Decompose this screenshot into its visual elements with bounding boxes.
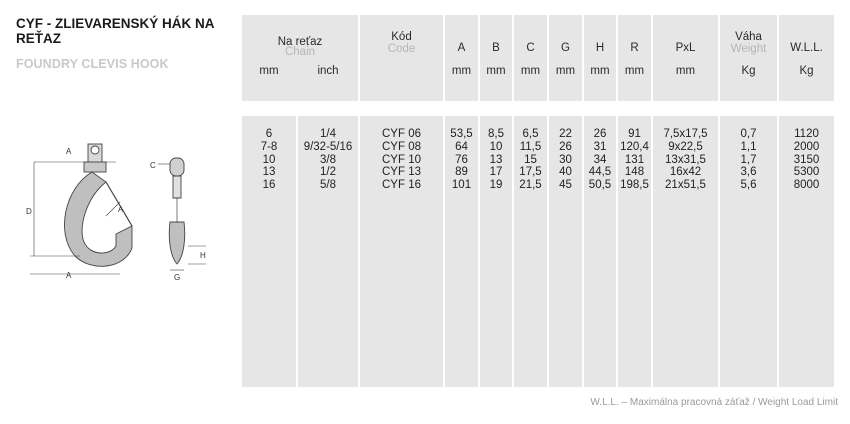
cell-h: 34 xyxy=(593,153,607,166)
header-separator xyxy=(242,101,834,116)
cell-inch: 9/32-5/16 xyxy=(303,140,353,153)
cell-g: 40 xyxy=(559,166,572,179)
cell-b: 10 xyxy=(489,140,503,153)
cell-r: 91 xyxy=(628,128,641,140)
cell-h: 50,5 xyxy=(588,179,612,192)
header-pxl: PxL xyxy=(675,42,696,54)
cell-c: 15 xyxy=(524,153,537,166)
cell-mm: 16 xyxy=(262,179,276,192)
cell-b: 13 xyxy=(489,153,503,166)
cell-h: 44,5 xyxy=(588,166,612,179)
cell-pxl: 9x22,5 xyxy=(668,140,703,153)
cell-wll: 2000 xyxy=(793,140,820,153)
unit-h: mm xyxy=(590,65,610,77)
unit-wll: Kg xyxy=(799,65,814,77)
header-code-sk: Kód xyxy=(391,31,412,43)
cell-r: 148 xyxy=(624,166,645,179)
header-g: G xyxy=(561,42,570,54)
header-a: A xyxy=(457,42,466,54)
hook-technical-drawing xyxy=(20,138,220,298)
header-weight-sk: Váha xyxy=(735,31,762,43)
cell-a: 89 xyxy=(455,166,468,179)
cell-pxl: 16x42 xyxy=(669,166,702,179)
header-b: B xyxy=(492,42,500,54)
cell-code: CYF 10 xyxy=(382,153,421,166)
header-code xyxy=(360,31,443,55)
dim-label-h: H xyxy=(200,251,206,260)
cell-c: 6,5 xyxy=(522,128,539,140)
cell-wll: 5300 xyxy=(793,166,820,179)
cell-inch: 1/2 xyxy=(320,166,336,179)
unit-b: mm xyxy=(486,65,506,77)
cell-c: 11,5 xyxy=(519,140,542,153)
page-subtitle: FOUNDRY CLEVIS HOOK xyxy=(16,57,169,71)
cell-a: 53,5 xyxy=(450,128,473,140)
unit-pxl: mm xyxy=(675,65,696,77)
cell-inch: 3/8 xyxy=(320,153,336,166)
header-c: C xyxy=(526,42,535,54)
cell-code: CYF 13 xyxy=(382,166,421,179)
cell-weight: 3,6 xyxy=(740,166,757,179)
spec-table xyxy=(242,15,834,387)
cell-mm: 13 xyxy=(262,166,276,179)
dim-label-d: D xyxy=(26,207,32,216)
dim-label-g: G xyxy=(174,273,181,282)
cell-weight: 5,6 xyxy=(740,179,757,192)
cell-g: 30 xyxy=(559,153,572,166)
cell-c: 21,5 xyxy=(519,179,542,192)
cell-mm: 6 xyxy=(265,128,273,140)
unit-a: mm xyxy=(451,65,472,77)
cell-a: 76 xyxy=(455,153,468,166)
cell-c: 17,5 xyxy=(519,166,542,179)
dim-label-c: C xyxy=(150,161,156,170)
cell-pxl: 21x51,5 xyxy=(665,179,706,192)
header-weight xyxy=(720,31,777,55)
cell-mm: 7-8 xyxy=(260,140,278,153)
cell-r: 198,5 xyxy=(620,179,649,192)
cell-r: 120,4 xyxy=(620,140,649,153)
header-r: R xyxy=(630,42,639,54)
cell-pxl: 7,5x17,5 xyxy=(663,128,708,140)
header-code-en: Code xyxy=(387,43,416,55)
header-wll: W.L.L. xyxy=(790,42,823,54)
cell-g: 26 xyxy=(559,140,572,153)
cell-weight: 1,7 xyxy=(740,153,757,166)
page-title: CYF - ZLIEVARENSKÝ HÁK NA REŤAZ xyxy=(16,16,215,46)
unit-weight: Kg xyxy=(741,65,756,77)
cell-inch: 5/8 xyxy=(320,179,336,192)
cell-b: 8,5 xyxy=(488,128,504,140)
cell-a: 101 xyxy=(451,179,472,192)
header-chain-en: Chain xyxy=(284,46,316,58)
cell-inch: 1/4 xyxy=(320,128,336,140)
cell-code: CYF 16 xyxy=(382,179,421,192)
dim-label-a-bottom: A xyxy=(66,271,72,280)
cell-code: CYF 08 xyxy=(382,140,421,153)
cell-h: 26 xyxy=(593,128,607,140)
cell-wll: 3150 xyxy=(793,153,820,166)
header-h: H xyxy=(595,42,605,54)
cell-wll: 8000 xyxy=(793,179,820,192)
cell-a: 64 xyxy=(455,140,468,153)
cell-weight: 0,7 xyxy=(740,128,757,140)
cell-h: 31 xyxy=(593,140,607,153)
cell-code: CYF 06 xyxy=(382,128,421,140)
unit-chain-mm: mm xyxy=(259,65,279,77)
cell-r: 131 xyxy=(624,153,645,166)
cell-weight: 1,1 xyxy=(740,140,757,153)
cell-b: 17 xyxy=(489,166,503,179)
unit-g: mm xyxy=(555,65,576,77)
header-chain-sk: Na reťaz xyxy=(277,36,323,48)
cell-wll: 1120 xyxy=(794,128,819,140)
unit-chain-inch: inch xyxy=(317,65,339,77)
cell-g: 45 xyxy=(559,179,572,192)
cell-b: 19 xyxy=(489,179,503,192)
unit-c: mm xyxy=(520,65,541,77)
col-separator xyxy=(358,15,360,387)
cell-pxl: 13x31,5 xyxy=(665,153,706,166)
cell-g: 22 xyxy=(559,128,572,140)
dim-label-a-side: A xyxy=(118,205,124,214)
header-chain xyxy=(242,36,358,58)
cell-mm: 10 xyxy=(262,153,276,166)
unit-r: mm xyxy=(624,65,645,77)
header-weight-en: Weight xyxy=(730,43,767,55)
footnote: W.L.L. – Maximálna pracovná záťaž / Weight Load Limit xyxy=(590,397,838,408)
dim-label-a-top: A xyxy=(66,147,72,156)
